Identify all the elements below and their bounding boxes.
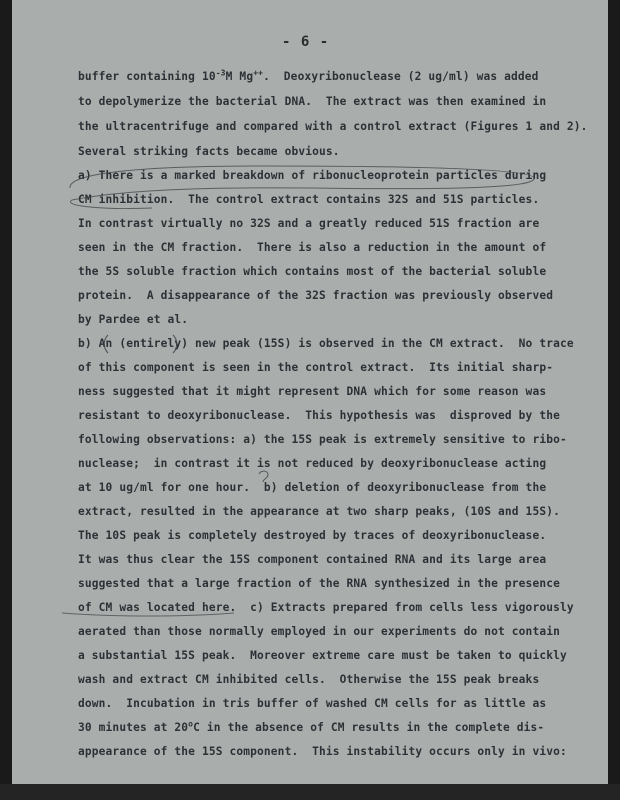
text-line: The 10S peak is completely destroyed by traces of deoxyribonuclease.: [78, 529, 547, 542]
text-line: the ultracentrifuge and compared with a control extract (Figures 1 and 2).: [78, 120, 588, 133]
text-line: CM inhibition. The control extract contains 32S and 51S particles.: [78, 193, 540, 206]
text-line: protein. A disappearance of the 32S fraction was previously observed: [78, 289, 554, 302]
text-line: It was thus clear the 15S component contained RNA and its large area: [78, 553, 547, 566]
text-line: ness suggested that it might represent DNA which for some reason was: [78, 385, 547, 398]
page-number: - 6 -: [282, 34, 330, 50]
text-line: In contrast virtually no 32S and a greatly reduced 51S fraction are: [78, 217, 540, 230]
text-line: of this component is seen in the control extract. Its initial sharp-: [78, 361, 554, 374]
scan-border: [0, 784, 620, 800]
text-line: aerated than those normally employed in our experiments do not contain: [78, 625, 560, 638]
text-line: buffer containing $10^{-3}M$ Mg++. Deoxyribonuclease (2 ug/ml) was added: [78, 68, 539, 83]
text-line: 30 minutes at 20$^o$C in the absence of CM results in the complete dis-: [78, 719, 545, 734]
text-line: a) There is a marked breakdown of ribonucleoprotein particles during: [78, 169, 547, 182]
text-line: seen in the CM fraction. There is also a reduction in the amount of: [78, 241, 547, 254]
typewritten-page: [12, 0, 608, 784]
text-line: the 5S soluble fraction which contains most of the bacterial soluble: [78, 265, 547, 278]
text-line: Several striking facts became obvious.: [78, 145, 340, 158]
text-line: wash and extract CM inhibited cells. Otherwise the 15S peak breaks: [78, 673, 540, 686]
text-line: to depolymerize the bacterial DNA. The extract was then examined in: [78, 95, 547, 108]
text-line: at 10 ug/ml for one hour. b) deletion of deoxyribonuclease from the: [78, 481, 547, 494]
text-line: b) An (entirely) new peak (15S) is observed in the CM extract. No trace: [78, 337, 574, 350]
text-line: extract, resulted in the appearance at two sharp peaks, (10S and 15S).: [78, 505, 560, 518]
text-line: down. Incubation in tris buffer of washed CM cells for as little as: [78, 697, 547, 710]
text-line: suggested that a large fraction of the RNA synthesized in the presence: [78, 577, 560, 590]
text-line: appearance of the 15S component. This instability occurs only in vivo:: [78, 745, 567, 758]
text-line: resistant to deoxyribonuclease. This hypothesis was disproved by the: [78, 409, 560, 422]
text-line: a substantial 15S peak. Moreover extreme care must be taken to quickly: [78, 649, 567, 662]
text-line: of CM was located here. c) Extracts prepared from cells less vigorously: [78, 601, 574, 614]
text-line: by Pardee et al.: [78, 313, 189, 326]
text-line: nuclease; in contrast it is not reduced by deoxyribonuclease acting: [78, 457, 547, 470]
text-line: following observations: a) the 15S peak is extremely sensitive to ribo-: [78, 433, 567, 446]
